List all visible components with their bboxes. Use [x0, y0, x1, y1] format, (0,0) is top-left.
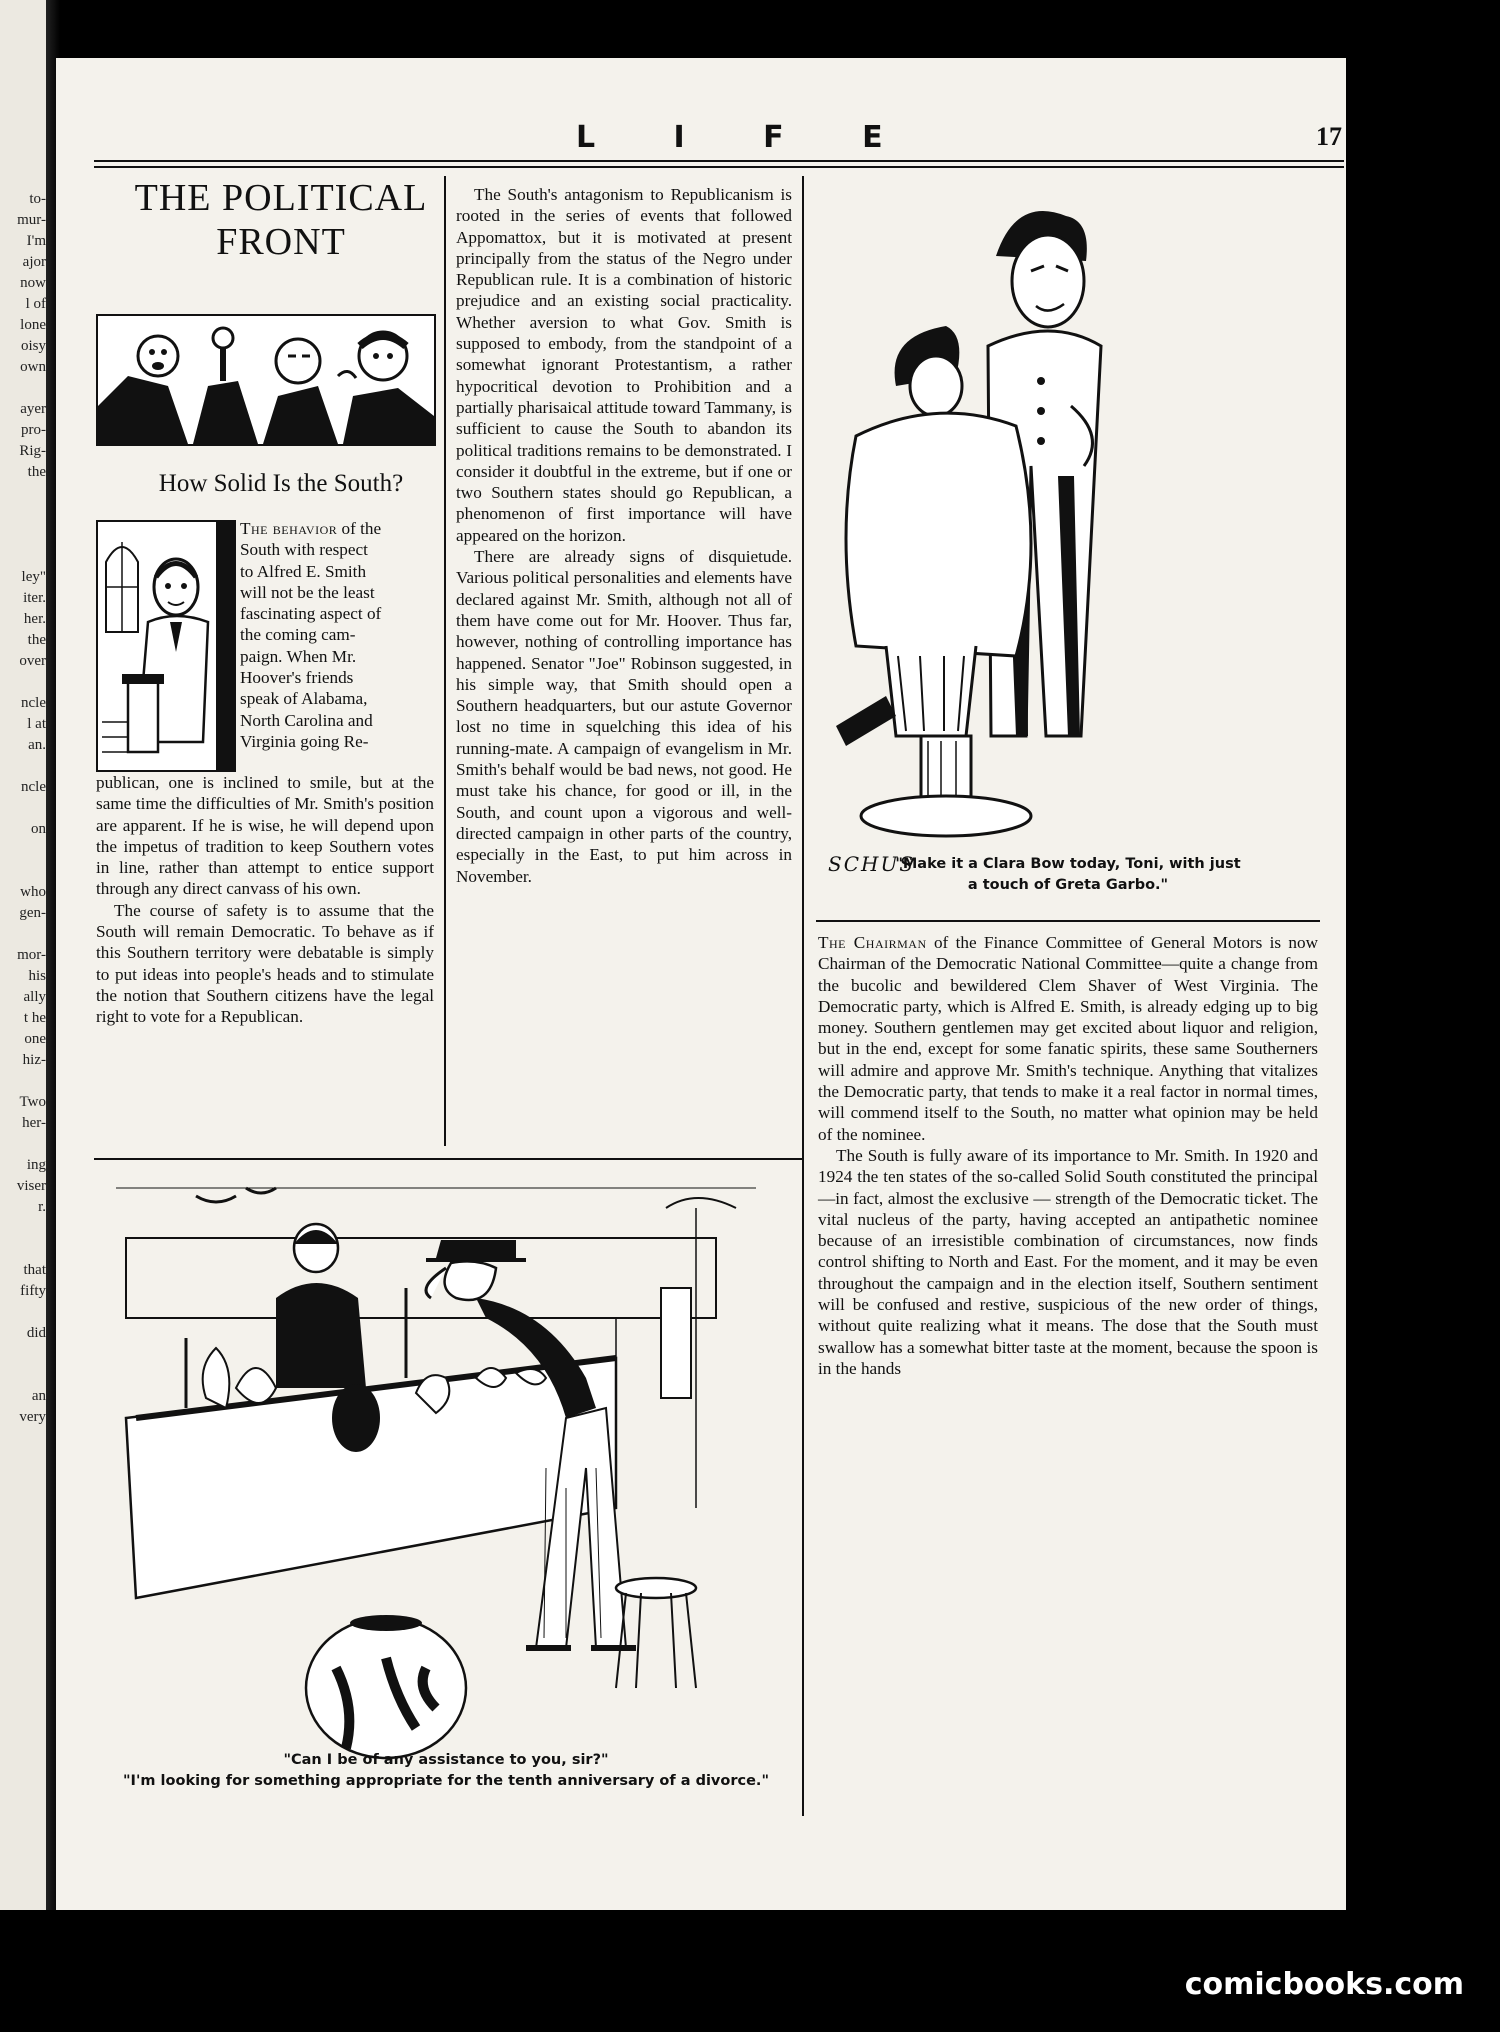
lead-wrap-line-2: to Alfred E. Smith [240, 561, 367, 581]
column-divider-1 [444, 176, 446, 1146]
previous-page-fragment: an. [28, 737, 46, 753]
barber-caption-line1: "Make it a Clara Bow today, Toni, with just [895, 856, 1241, 872]
previous-page-fragment: ally [23, 989, 46, 1005]
previous-page-fragment: the [27, 464, 46, 480]
article-column-3 [818, 932, 1318, 1379]
article-column-2 [456, 184, 792, 887]
barber-cartoon [816, 176, 1320, 896]
col1-paragraph-2: The course of safety is to assume that the South will remain Democratic. To behave as if this Southern territory were debatable is simply to put ideas into people's heads and to stimulate the notion that Southern citizens have the legal right to vote for a Republican. [96, 900, 434, 1027]
previous-page-fragment: Rig- [19, 443, 46, 459]
masthead-rule [94, 160, 1344, 168]
previous-page-fragment: that [23, 1262, 46, 1278]
col1-paragraph-1: publican, one is inclined to smile, but at the same time the difficulties of Mr. Smith's position are apparent. If he is wise, he will depend upon the impetus of tradition to keep Southern votes in line, rather than attempt to entice support through any direct canvass of his own. [96, 773, 434, 899]
article-column-1 [96, 772, 434, 1028]
previous-page-fragment: pro- [21, 422, 46, 438]
lead-wrap-line-10: Virginia going Re- [240, 731, 369, 751]
political-front-banner-illustration [96, 314, 436, 446]
previous-page-fragment: who [20, 884, 46, 900]
previous-page-fragment: l of [25, 296, 46, 312]
previous-page-fragment: l at [27, 716, 46, 732]
previous-page-fragment: ajor [22, 254, 46, 270]
lead-wrap-line-9: North Carolina and [240, 710, 373, 730]
previous-page-fragment: iter. [23, 590, 46, 606]
shop-caption-line2: "I'm looking for something appropriate for the tenth anniversary of a divorce." [123, 1773, 769, 1789]
column-3-rule [816, 920, 1320, 922]
col2-paragraph-1: The South's antagonism to Republicanism is rooted in the series of events that followed Appomattox, but it is motivated at present principally from the status of the Negro under Republican rule. It is a combination of historic prejudice and an existing social practicality. Whether aversion to what Gov. Smith is supposed to embody, from the standpoint of a somewhat ignorant Protestantism, a rather hypocritical devotion to Prohibition and a partially pharisaical attitude toward Tammany, is sufficient to cause the South to abandon its political traditions remains to be demonstrated. I consider it doubtful in the extreme, but if one or two Southern states should go Republican, a phenomenon of first importance will have appeared on the horizon. [456, 185, 792, 545]
previous-page-fragment: t he [23, 1010, 46, 1026]
previous-page-fragment: ncle [21, 779, 46, 795]
previous-page-edge [0, 0, 50, 1910]
previous-page-fragment: ayer [20, 401, 46, 417]
col3-paragraph-2: The South is fully aware of its importance to Mr. Smith. In 1920 and 1924 the ten states of the so-called Solid South constituted the principal—in fact, almost the exclusive — strength of the Democratic ticket. The vital nucleus of the party, having accepted an antipathetic nominee because of an irresistible combination of circumstances, now finds control shifting to North and East. For the moment, and it may be even throughout the campaign and in the election itself, Southern sentiment will be confused and restive, suspicious of the new order of things, without quite realizing what it means. The dose that the South must swallow has a somewhat bitter taste at the moment, because the spoon is in the hands [818, 1145, 1318, 1378]
previous-page-fragment: gen- [19, 905, 46, 921]
previous-page-fragment: her. [23, 611, 46, 627]
shop-cartoon-caption [96, 1750, 796, 1792]
previous-page-fragment: r. [38, 1199, 46, 1215]
column-divider-2 [802, 176, 804, 1816]
previous-page-fragment: did [26, 1325, 46, 1341]
barber-caption-line2: a touch of Greta Garbo." [967, 877, 1169, 893]
barber-cartoon-caption [816, 854, 1320, 896]
lead-smallcaps: The behavior [240, 519, 338, 538]
previous-page-fragment: his [28, 968, 46, 984]
section-title-line1: THE POLITICAL [134, 177, 428, 219]
previous-page-fragment: an [31, 1388, 46, 1404]
lead-wrap-line-4: fascinating aspect of [240, 604, 382, 624]
masthead-title: L I F E [576, 120, 917, 155]
masthead [56, 120, 1346, 160]
lead-wrap-line-8: speak of Alabama, [240, 689, 368, 709]
article-headline: How Solid Is the South? [158, 470, 404, 497]
previous-page-fragment: ing [26, 1157, 46, 1173]
lead-wrap-line-1: South with respect [240, 540, 368, 560]
previous-page-fragment: Two [19, 1094, 46, 1110]
antique-shop-cartoon [96, 1168, 796, 1768]
previous-page-fragment: own [20, 359, 46, 375]
previous-page-fragment: lone [20, 317, 46, 333]
previous-page-fragment: I'm [26, 233, 46, 249]
page-number: 17 [1316, 122, 1342, 151]
article-lead-wrap [240, 518, 434, 752]
previous-page-fragment: ley" [21, 569, 46, 585]
col3-paragraph-1-text: of the Finance Committee of General Motors is now Chairman of the Democratic National Committee—quite a change from the bucolic and bewildered Clem Shaver of West Virginia. The Democratic party, which is Alfred E. Smith, is already edging up to big money. Southern gentlemen may get excited about liquor and religion, but in the end, except for some fanatic spirits, these same Southerners will admire and approve Mr. Smith's technique. Anything that vitalizes the Democratic party, that tends to make it a real factor in normal times, will commend itself to the South, no matter what opinion may be held of the nominee. [818, 933, 1319, 1144]
section-title [116, 176, 446, 264]
previous-page-fragment: mor- [17, 947, 46, 963]
lead-wrap-line-6: paign. When Mr. [240, 646, 357, 666]
lead-wrap-line-0-text: of the [341, 519, 382, 538]
section-title-line2: FRONT [216, 221, 346, 263]
previous-page-fragment: oisy [20, 338, 46, 354]
previous-page-fragment: now [20, 275, 46, 291]
previous-page-fragment: very [19, 1409, 46, 1425]
previous-page-fragment: one [24, 1031, 46, 1047]
lead-wrap-line-7: Hoover's friends [240, 668, 354, 688]
col2-paragraph-2: There are already signs of disquietude. Various political personalities and elements have declared against Mr. Smith, although not all of them have come out for Mr. Hoover. Thus far, however, nothing of controlling importance has happened. Senator "Joe" Robinson suggested, in his simple way, that Smith should open a Southern headquarters, but our astute Governor lost no time in squelching this idea of his running-mate. A campaign of evangelism in Mr. Smith's behalf would be bad news, not good. He must take his chance, for good or ill, in the South, and count upon a vigorous and well-directed campaign in other parts of the country, especially in the East, to put him across in November. [456, 547, 792, 886]
previous-page-fragment: on [31, 821, 46, 837]
previous-page-fragment: ncle [21, 695, 46, 711]
smith-portrait-illustration [96, 520, 236, 772]
shop-caption-line1: "Can I be of any assistance to you, sir?" [283, 1752, 609, 1768]
previous-page-fragment: to- [29, 191, 46, 207]
lead-wrap-line-5: the coming cam- [240, 625, 356, 645]
shop-cartoon-top-rule [94, 1158, 804, 1160]
col3-paragraph-1 [818, 932, 1318, 1145]
previous-page-fragment: viser [16, 1178, 46, 1194]
col3-smallcaps: The Chairman [818, 933, 927, 952]
previous-page-fragment: the [27, 632, 46, 648]
site-watermark: comicbooks.com [1184, 1967, 1464, 2002]
magazine-page [56, 58, 1346, 1910]
previous-page-fragment: fifty [20, 1283, 46, 1299]
previous-page-fragment: her- [22, 1115, 46, 1131]
previous-page-fragment: mur- [17, 212, 46, 228]
lead-wrap-line-3: will not be the least [240, 582, 375, 602]
previous-page-fragment: over [19, 653, 46, 669]
cartoonist-signature: SCHUS [828, 852, 916, 876]
lead-wrap-line-0 [240, 518, 434, 539]
previous-page-fragment: hiz- [22, 1052, 46, 1068]
